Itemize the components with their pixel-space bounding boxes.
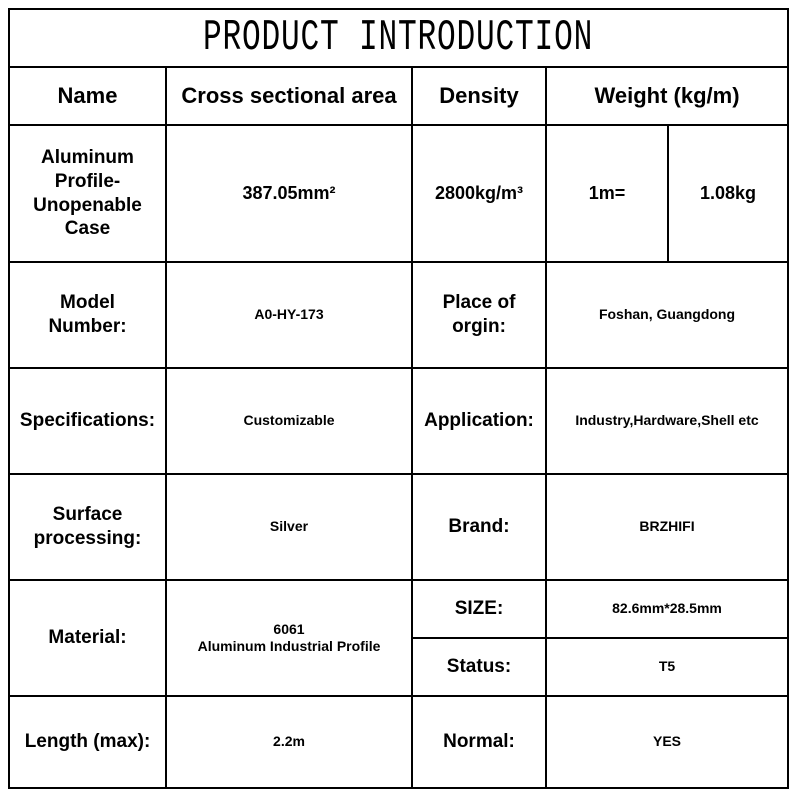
product-name-cell bbox=[10, 125, 166, 262]
density-value: 2800kg/m³ bbox=[412, 125, 546, 262]
product-spec-table bbox=[10, 68, 787, 787]
cross-section-value: 387.05mm² bbox=[166, 125, 412, 262]
brand-value: BRZHIFI bbox=[546, 474, 787, 580]
model-number-label bbox=[10, 262, 166, 368]
label-line: Place of bbox=[442, 292, 516, 314]
label-line: Model bbox=[60, 292, 115, 314]
normal-value: YES bbox=[546, 696, 787, 787]
table-row bbox=[10, 474, 787, 580]
model-number-value: A0-HY-173 bbox=[166, 262, 412, 368]
size-label: SIZE: bbox=[412, 580, 546, 638]
material-value bbox=[166, 580, 412, 696]
product-name-line: Unopenable bbox=[33, 194, 142, 216]
product-name-line: Case bbox=[64, 218, 111, 240]
label-line: Surface bbox=[52, 504, 123, 526]
table-row bbox=[10, 125, 787, 262]
weight-value: 1.08kg bbox=[668, 125, 787, 262]
header-cross-section: Cross sectional area bbox=[166, 68, 412, 125]
application-value: Industry,Hardware,Shell etc bbox=[546, 368, 787, 474]
status-label: Status: bbox=[412, 638, 546, 696]
specifications-value: Customizable bbox=[166, 368, 412, 474]
label-line: orgin: bbox=[452, 316, 506, 337]
product-name-line: Aluminum bbox=[41, 147, 134, 168]
product-name-line: Profile- bbox=[54, 170, 121, 192]
material-line: Aluminum Industrial Profile bbox=[197, 638, 381, 654]
surface-processing-label bbox=[10, 474, 166, 580]
header-row bbox=[10, 68, 787, 125]
header-weight: Weight (kg/m) bbox=[546, 68, 787, 125]
material-label: Material: bbox=[10, 580, 166, 696]
status-value: T5 bbox=[546, 638, 787, 696]
table-row bbox=[10, 696, 787, 787]
material-line: 6061 bbox=[273, 620, 305, 637]
title-row bbox=[10, 10, 787, 68]
size-value: 82.6mm*28.5mm bbox=[546, 580, 787, 638]
brand-label: Brand: bbox=[412, 474, 546, 580]
application-label: Application: bbox=[412, 368, 546, 474]
table-row bbox=[10, 262, 787, 368]
table-row bbox=[10, 580, 787, 638]
place-of-origin-value: Foshan, Guangdong bbox=[546, 262, 787, 368]
specifications-label: Specifications: bbox=[10, 368, 166, 474]
weight-unit: 1m= bbox=[546, 125, 668, 262]
length-value: 2.2m bbox=[166, 696, 412, 787]
place-of-origin-label bbox=[412, 262, 546, 368]
table-row bbox=[10, 368, 787, 474]
label-line: Number: bbox=[48, 316, 127, 337]
label-line: processing: bbox=[33, 528, 142, 549]
surface-processing-value: Silver bbox=[166, 474, 412, 580]
page-title: PRODUCT INTRODUCTION bbox=[203, 13, 594, 63]
length-label: Length (max): bbox=[10, 696, 166, 787]
header-density: Density bbox=[412, 68, 546, 125]
header-name: Name bbox=[10, 68, 166, 125]
normal-label: Normal: bbox=[412, 696, 546, 787]
